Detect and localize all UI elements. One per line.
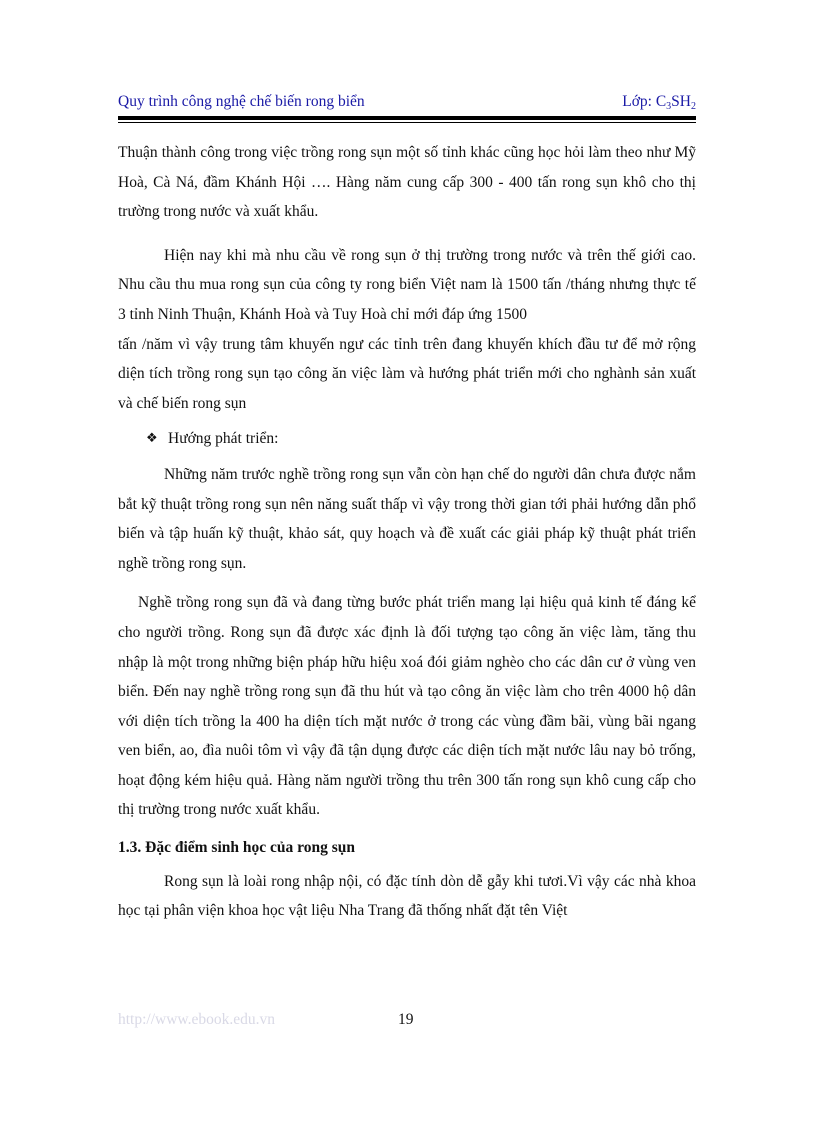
section-heading: 1.3. Đặc điểm sinh học của rong sụn <box>118 839 355 857</box>
page-content <box>118 138 696 926</box>
bullet-item <box>118 424 696 454</box>
paragraph-2b: tấn /năm vì vậy trung tâm khuyến ngư các tỉnh trên đang khuyến khích đầu tư để mở rộng diện tích trồng rong sụn tạo công ăn việc làm và hướng phát triển mới cho nghành sản xuất và chế biến rong sụn <box>118 335 696 412</box>
page-footer <box>118 1011 696 1033</box>
header-class-sub2: 2 <box>691 101 696 112</box>
paragraph-2a: Hiện nay khi mà nhu cầu về rong sụn ở thị trường trong nước và trên thế giới cao. Nhu cầu thu mua rong sụn của công ty rong biển Việt nam là 1500 tấn /tháng nhưng thực tế 3 tỉnh Ninh Thuận, Khánh Hoà và Tuy Hoà chỉ mới đáp ứng 1500 <box>118 246 696 323</box>
header-class-label <box>622 93 696 112</box>
paragraph-3: Những năm trước nghề trồng rong sụn vẫn còn hạn chế do người dân chưa được nắm bắt kỹ thuật trồng rong sụn nên năng suất thấp vì vậy trong thời gian tới phải hướng dẫn phổ biến và tập huấn kỹ thuật, khảo sát, quy hoạch và đề xuất các giải pháp kỹ thuật phát triển nghề trồng rong sụn. <box>118 465 696 572</box>
paragraph-5: Rong sụn là loài rong nhập nội, có đặc tính dòn dễ gẫy khi tươi.Vì vậy các nhà khoa học tại phân viện khoa học vật liệu Nha Trang đã thống nhất đặt tên Việt <box>118 872 696 920</box>
header-class-prefix: Lớp: C <box>622 93 667 110</box>
page-number: 19 <box>398 1011 414 1028</box>
footer-url[interactable]: http://www.ebook.edu.vn <box>118 1011 275 1028</box>
header-title: Quy trình công nghệ chế biến rong biển <box>118 93 365 110</box>
bullet-text: Hướng phát triển: <box>168 430 279 448</box>
page-header <box>118 93 696 115</box>
header-rule-thick <box>118 116 696 120</box>
header-class-mid: SH <box>671 93 691 110</box>
paragraph-1: Thuận thành công trong việc trồng rong sụn một số tỉnh khác cũng học hỏi làm theo như Mỹ Hoà, Cà Ná, đầm Khánh Hội …. Hàng năm cung cấp 300 - 400 tấn rong sụn khô cho thị trường trong nước và xuất khẩu. <box>118 144 696 221</box>
paragraph-4: Nghề trồng rong sụn đã và đang từng bước phát triển mang lại hiệu quả kinh tế đáng kể cho người trồng. Rong sụn đã được xác định là đối tượng tạo công ăn việc làm, tăng thu nhập là một trong những biện pháp hữu hiệu xoá đói giảm nghèo cho các dân cư ở vùng ven biển. Đến nay nghề trồng rong sụn đã thu hút và tạo công ăn việc làm cho trên 4000 hộ dân với diện tích trồng la 400 ha diện tích mặt nước ở trong các vùng đầm bãi, vùng bãi ngang ven biển, ao, đìa nuôi tôm vì vậy đã tận dụng được các diện tích mặt nước lâu nay bỏ trống, hoạt động kém hiệu quả. Hàng năm người trồng thu trên 300 tấn rong sụn khô cung cấp cho thị trường trong nước xuất khẩu. <box>118 594 696 819</box>
header-class-sub1: 3 <box>666 101 672 112</box>
header-rule-thin <box>118 122 696 123</box>
diamond-bullet-icon: ❖ <box>146 431 158 447</box>
